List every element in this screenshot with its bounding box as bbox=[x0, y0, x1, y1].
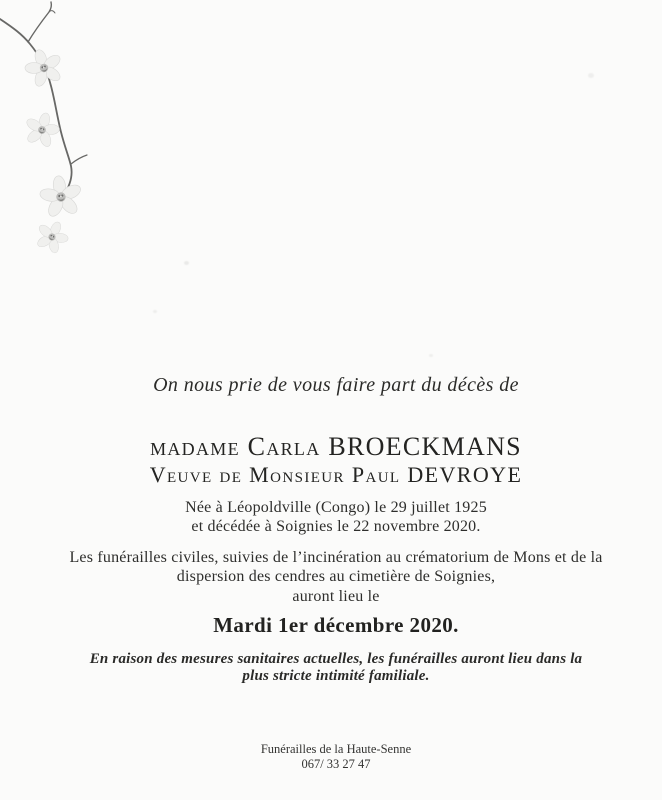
deceased-name: madame Carla BROECKMANS bbox=[150, 432, 522, 461]
intro-line: On nous prie de vous faire part du décès de bbox=[153, 374, 519, 396]
funeral-home-name: Funérailles de la Haute-Senne bbox=[260, 742, 412, 756]
scan-speck bbox=[429, 354, 433, 357]
funeral-details-line-2: dispersion des cendres au cimetière de Soignies, bbox=[176, 568, 496, 585]
birth-line: Née à Léopoldville (Congo) le 29 juillet 1925 bbox=[185, 499, 487, 516]
sanitary-notice-line-2: plus stricte intimité familiale. bbox=[242, 668, 430, 684]
funeral-details-line-1: Les funérailles civiles, suivies de l’incinération au crématorium de Mons et de la bbox=[69, 549, 603, 566]
scan-speck bbox=[588, 73, 594, 78]
funeral-home-phone: 067/ 33 27 47 bbox=[301, 757, 371, 771]
widow-of-line: Veuve de Monsieur Paul DEVROYE bbox=[149, 462, 523, 487]
death-line: et décédée à Soignies le 22 novembre 2020. bbox=[191, 518, 481, 535]
sanitary-notice-line-1: En raison des mesures sanitaires actuelles, les funérailles auront lieu dans la bbox=[89, 651, 583, 667]
scan-speck bbox=[153, 310, 157, 313]
funeral-details-line-3: auront lieu le bbox=[292, 588, 380, 605]
orchid-branch-image bbox=[0, 0, 100, 265]
scan-speck bbox=[184, 261, 189, 265]
funeral-date: Mardi 1er décembre 2020. bbox=[213, 613, 459, 637]
